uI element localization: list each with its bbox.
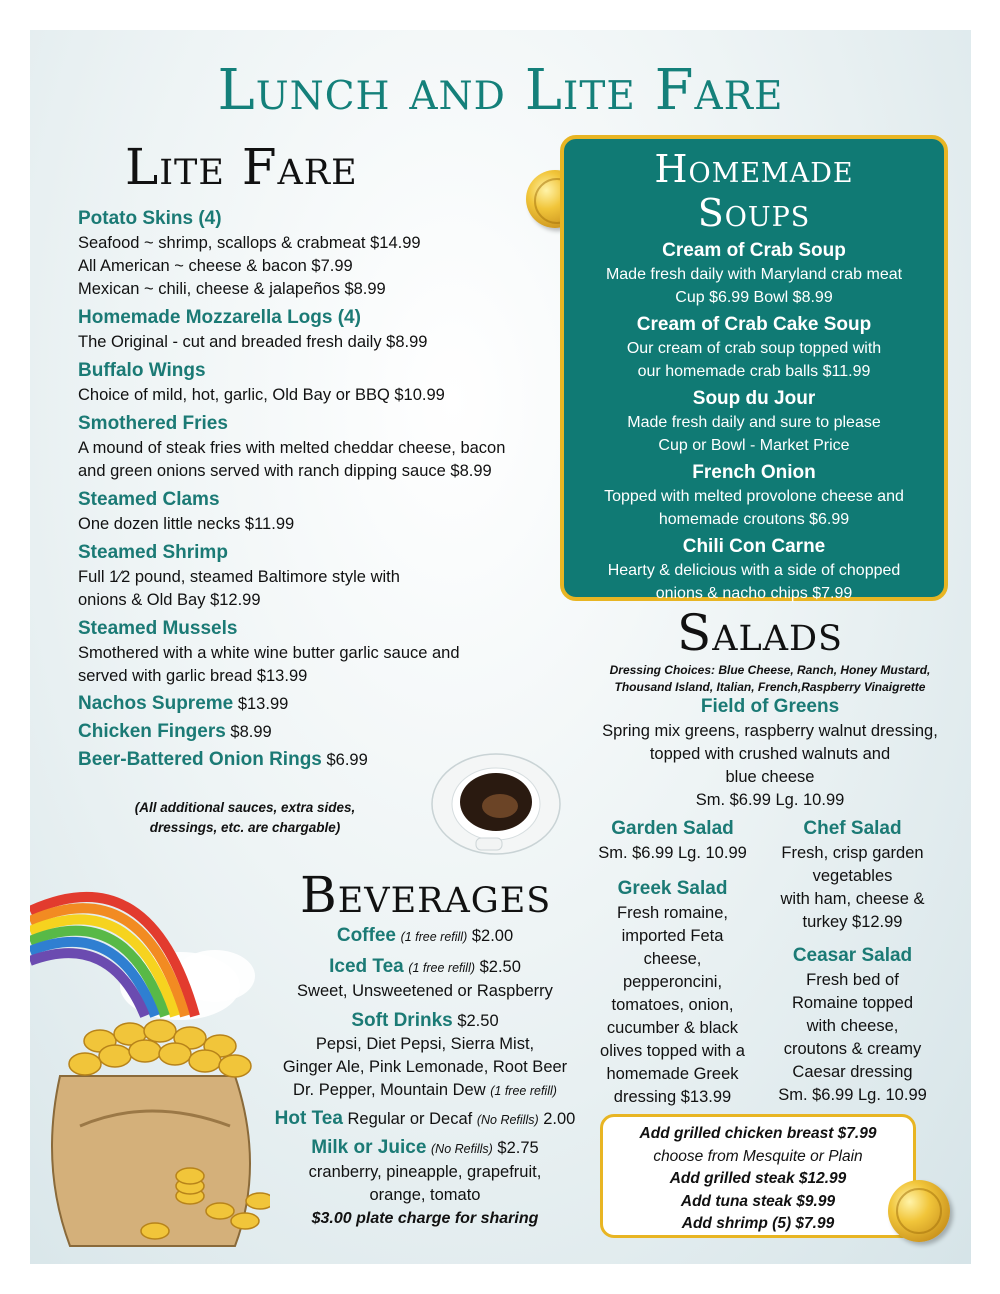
soup-description: Hearty & delicious with a side of chopped	[607, 562, 901, 579]
salad-description: turkey $12.99	[802, 913, 903, 931]
item-description: All American ~ cheese & bacon $7.99	[78, 257, 353, 275]
lite-fare-item	[78, 305, 548, 354]
salad-description: topped with crushed walnuts and	[649, 745, 891, 763]
salad-name: Greek Salad	[617, 878, 728, 899]
salad-description: croutons & creamy	[783, 1040, 922, 1058]
salad-greek	[585, 876, 760, 1109]
item-description: Mexican ~ chili, cheese & jalapeños $8.99	[78, 280, 386, 298]
item-description: served with garlic bread $13.99	[78, 667, 308, 685]
item-name: Nachos Supreme	[78, 693, 234, 714]
salad-caesar	[765, 943, 940, 1107]
salad-addons: Add grilled chicken breast $7.99 choose from Mesquite or Plain Add grilled steak $12.99 Add tuna steak $9.99 Add shrimp (5) $7.99	[600, 1114, 916, 1238]
salad-description: dressing $13.99	[613, 1088, 732, 1106]
menu-page	[30, 30, 971, 1264]
soup-description: our homemade crab balls $11.99	[637, 363, 871, 380]
coffee-cup-icon	[428, 746, 568, 856]
lite-fare-item	[78, 616, 548, 688]
beverage-coffee: Coffee (1 free refill) $2.00	[336, 925, 514, 946]
gold-coin-icon	[888, 1180, 950, 1242]
soup-name: French Onion	[692, 462, 816, 483]
soup-name: Cream of Crab Cake Soup	[636, 314, 872, 335]
salad-description: Spring mix greens, raspberry walnut dressing,	[602, 722, 938, 740]
item-description: The Original - cut and breaded fresh daily $8.99	[78, 333, 428, 351]
soup-description: Made fresh daily and sure to please	[627, 414, 881, 431]
lite-fare-item	[78, 206, 548, 301]
item-name: Steamed Shrimp	[78, 542, 228, 563]
plate-charge-note: $3.00 plate charge for sharing	[311, 1210, 539, 1227]
salad-description: Fresh romaine,	[617, 904, 728, 922]
item-description: and green onions served with ranch dipping sauce $8.99	[78, 462, 492, 480]
soup-description: onions & nacho chips $7.99	[655, 585, 853, 602]
item-name: Steamed Mussels	[78, 618, 238, 639]
salad-description: Caesar dressing	[792, 1063, 913, 1081]
item-description: Seafood ~ shrimp, scallops & crabmeat $14.99	[78, 234, 421, 252]
lite-fare-item	[78, 720, 548, 744]
item-description: onions & Old Bay $12.99	[78, 591, 261, 609]
salad-description: with ham, cheese &	[780, 890, 925, 908]
soup-description: Cup or Bowl - Market Price	[658, 437, 850, 454]
salad-garden	[585, 816, 760, 865]
lite-fare-heading: Lite Fare	[125, 138, 358, 196]
salad-field-of-greens	[570, 694, 970, 812]
soup-description: Topped with melted provolone cheese and	[604, 488, 904, 505]
item-name: Beer-Battered Onion Rings	[78, 749, 322, 770]
soup-name: Chili Con Carne	[682, 536, 826, 557]
salad-description: Romaine topped	[791, 994, 914, 1012]
dressing-choices: Dressing Choices: Blue Cheese, Ranch, Honey Mustard, Thousand Island, Italian, French,Raspberry Vinaigrette	[609, 663, 931, 694]
item-description: Smothered with a white wine butter garlic sauce and	[78, 644, 460, 662]
beverage-list: Coffee (1 free refill) $2.00 Iced Tea (1 free refill) $2.50 Sweet, Unsweetened or Raspberry Soft Drinks $2.50 Pepsi, Diet Pepsi, Sierra Mist, Ginger Ale, Pink Lemonade, Root Beer Dr. Pepper, Mountain Dew (1 free refill) Hot Tea Regular or Decaf (No Refills) 2.00 Milk or Juice (No Refills) $2.75 cranberry, pineapple, grapefruit, orange, tomato	[260, 924, 590, 1207]
salad-description: homemade Greek	[606, 1065, 739, 1083]
soup-description: Made fresh daily with Maryland crab meat	[605, 266, 903, 283]
soup-description: Our cream of crab soup topped with	[626, 340, 882, 357]
item-description: One dozen little necks $11.99	[78, 515, 295, 533]
lite-fare-item	[78, 487, 548, 536]
salad-chef	[765, 816, 940, 934]
item-name: Buffalo Wings	[78, 360, 206, 381]
item-description: Full 1⁄2 pound, steamed Baltimore style with	[78, 568, 400, 586]
lite-fare-list	[78, 206, 548, 776]
soup-name: Cream of Crab Soup	[662, 240, 846, 261]
beverage-hot-tea: Hot Tea Regular or Decaf (No Refills) 2.00	[274, 1108, 576, 1129]
item-price: $13.99	[237, 695, 289, 713]
salad-description: Sm. $6.99 Lg. 10.99	[598, 844, 747, 862]
sauces-note: (All additional sauces, extra sides, dressings, etc. are chargable)	[134, 800, 356, 835]
item-price: $6.99	[326, 751, 368, 769]
salad-name: Field of Greens	[700, 696, 840, 717]
salad-description: tomatoes, onion,	[611, 996, 734, 1014]
salad-description: olives topped with a	[600, 1042, 745, 1060]
salad-description: cheese,	[643, 950, 702, 968]
beverage-soft-drinks: Soft Drinks $2.50	[351, 1010, 499, 1031]
salad-description: vegetables	[812, 867, 893, 885]
item-name: Steamed Clams	[78, 489, 220, 510]
item-name: Homemade Mozzarella Logs (4)	[78, 307, 361, 328]
salad-description: Fresh, crisp garden	[781, 844, 924, 862]
lite-fare-item	[78, 692, 548, 716]
salad-description: with cheese,	[806, 1017, 899, 1035]
lite-fare-item	[78, 411, 548, 483]
salad-name: Ceasar Salad	[792, 945, 913, 966]
item-description: Choice of mild, hot, garlic, Old Bay or BBQ $10.99	[78, 386, 445, 404]
salads-heading: Salads	[676, 604, 844, 662]
salad-description: Sm. $6.99 Lg. 10.99	[778, 1086, 927, 1104]
soup-description: homemade croutons $6.99	[658, 511, 850, 528]
salad-description: blue cheese	[725, 768, 815, 786]
soup-description: Cup $6.99 Bowl $8.99	[675, 289, 833, 306]
item-name: Chicken Fingers	[78, 721, 226, 742]
salad-name: Chef Salad	[803, 818, 902, 839]
beverage-milk-juice: Milk or Juice (No Refills) $2.75	[311, 1137, 539, 1158]
salad-description: cucumber & black	[606, 1019, 739, 1037]
item-name: Potato Skins (4)	[78, 208, 222, 229]
lite-fare-item	[78, 540, 548, 612]
salad-description: Sm. $6.99 Lg. 10.99	[695, 791, 845, 809]
lite-fare-item	[78, 358, 548, 407]
soups-heading: Homemade Soups	[654, 147, 854, 235]
salad-description: pepperoncini,	[622, 973, 723, 991]
item-description: A mound of steak fries with melted cheddar cheese, bacon	[78, 439, 506, 457]
salad-description: imported Feta	[621, 927, 724, 945]
salad-description: Fresh bed of	[806, 971, 899, 989]
rainbow-pot-of-gold-illustration	[30, 866, 270, 1264]
salad-name: Garden Salad	[611, 818, 734, 839]
item-price: $8.99	[230, 723, 272, 741]
soup-name: Soup du Jour	[692, 388, 816, 409]
page-title: Lunch and Lite Fare	[217, 58, 784, 123]
item-name: Smothered Fries	[78, 413, 228, 434]
beverages-heading: Beverages	[300, 866, 552, 924]
soups-panel	[560, 135, 948, 601]
beverage-iced-tea: Iced Tea (1 free refill) $2.50	[329, 956, 521, 977]
soup-list	[564, 239, 944, 605]
